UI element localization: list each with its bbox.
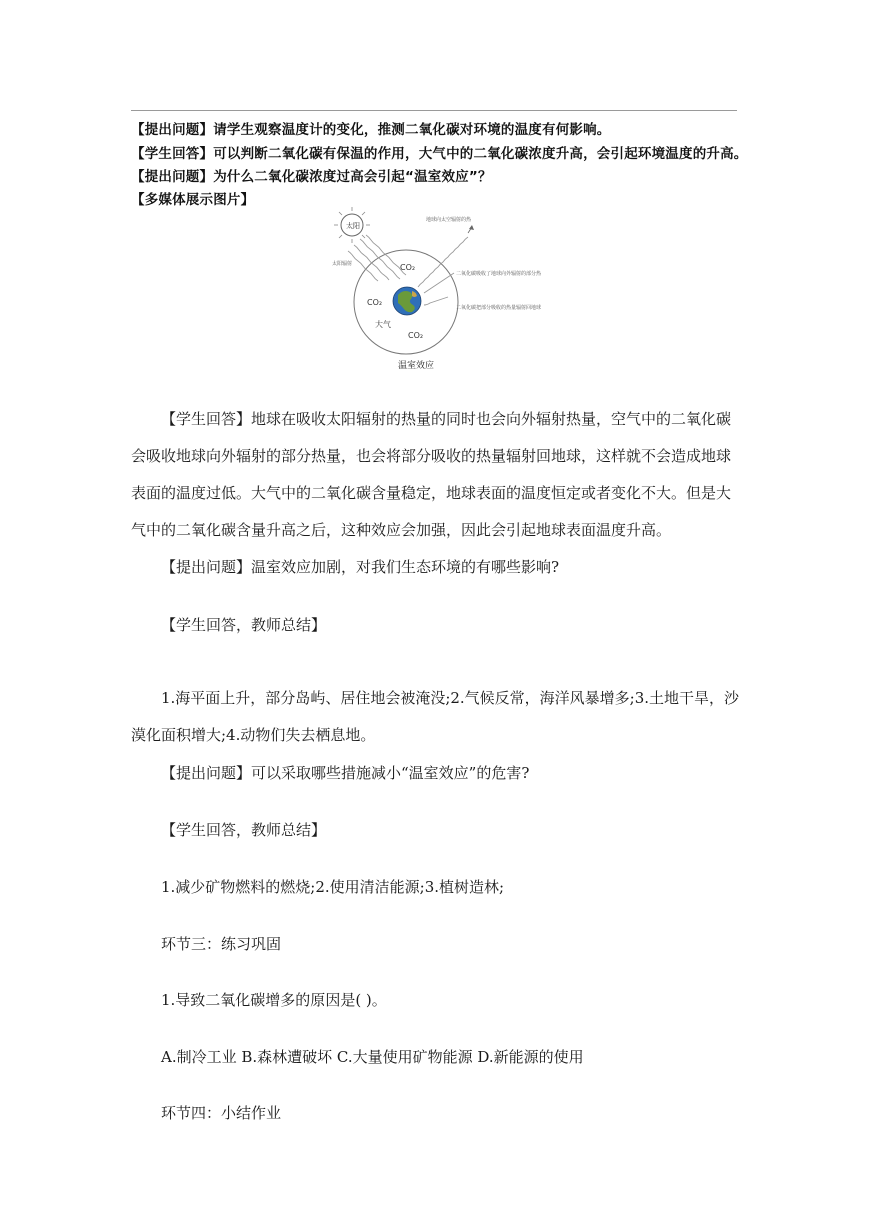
greenhouse-effect-diagram: [326, 205, 542, 375]
radiation-out-label: 地球向太空辐射的热: [426, 217, 472, 223]
figure-caption: 温室效应: [398, 361, 435, 371]
header-rule: [131, 110, 737, 111]
sun-rays-label: 太阳辐射: [332, 261, 353, 267]
media-heading: 【多媒体展示图片】: [131, 192, 255, 208]
question-impact: 【提出问题】温室效应加剧，对我们生态环境的有哪些影响?: [161, 558, 560, 576]
answer-heading-1: 【学生回答，教师总结】: [161, 616, 327, 634]
impact-list: 1.海平面上升，部分岛屿、居住地会被淹没;2.气候反常，海洋风暴增多;3.土地干旱，沙漠化面积增大;4.动物们失去栖息地。: [131, 689, 740, 744]
co2-label-2: CO₂: [367, 298, 383, 307]
question-line-2: 【提出问题】为什么二氧化碳浓度过高会引起“温室效应”？: [131, 169, 492, 185]
sun-label: 太阳: [346, 222, 360, 230]
co2-label-1: CO₂: [400, 263, 416, 272]
co2-label-3: CO₂: [408, 331, 424, 340]
section-four-heading: 环节四：小结作业: [161, 1104, 282, 1122]
measures-list: 1.减少矿物燃料的燃烧;2.使用清洁能源;3.植树造林;: [161, 878, 505, 896]
question-measures: 【提出问题】可以采取哪些措施减小“温室效应”的危害?: [161, 764, 530, 782]
co2-reradiate-label: 二氧化碳把部分吸收的热量辐射回地球: [456, 305, 542, 311]
answer-line-1: 【学生回答】可以判断二氧化碳有保温的作用，大气中的二氧化碳浓度升高，会引起环境温度的升高。: [131, 146, 748, 162]
answer-heading-2: 【学生回答，教师总结】: [161, 821, 327, 839]
exercise-options-1: A.制冷工业 B.森林遭破坏 C.大量使用矿物能源 D.新能源的使用: [161, 1048, 584, 1066]
atmosphere-label: 大气: [375, 320, 391, 329]
exercise-question-1: 1.导致二氧化碳增多的原因是( )。: [161, 991, 387, 1009]
earth-icon: [393, 287, 421, 315]
section-three-heading: 环节三：练习巩固: [161, 935, 282, 953]
question-line-1: 【提出问题】请学生观察温度计的变化，推测二氧化碳对环境的温度有何影响。: [131, 122, 611, 138]
co2-absorb-label: 二氧化碳吸收了地球向外辐射的部分热: [456, 271, 542, 277]
student-answer-paragraph: 【学生回答】地球在吸收太阳辐射的热量的同时也会向外辐射热量，空气中的二氧化碳会吸收地球向外辐射的部分热量，也会将部分吸收的热量辐射回地球，这样就不会造成地球表面的温度过低。大气中的二氧化碳含量稳定，地球表面的温度恒定或者变化不大。但是大气中的二氧化碳含量升高之后，这种效应会加强，因此会引起地球表面温度升高。: [131, 410, 732, 539]
